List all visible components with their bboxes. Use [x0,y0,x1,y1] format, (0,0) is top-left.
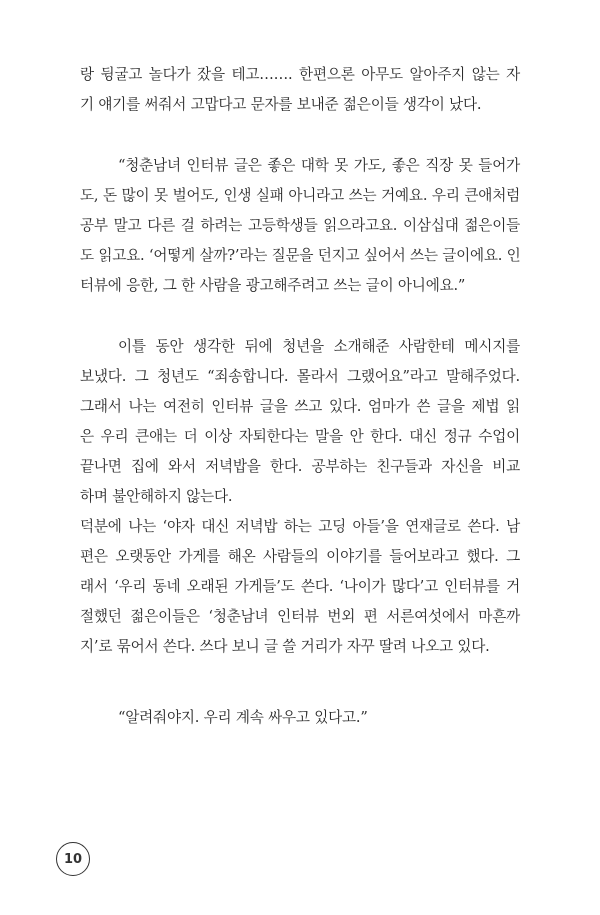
text-line: 지’로 묶어서 쓴다. 쓰다 보니 글 쓸 거리가 자꾸 딸려 나오고 있다. [80,638,490,655]
text-line: 래서 ‘우리 동네 오래된 가게들’도 쓴다. ‘나이가 많다’고 인터뷰를 거 [80,578,520,595]
text-line: 끝나면 집에 와서 저녁밥을 한다. 공부하는 친구들과 자신을 비교 [80,458,520,475]
text-line: 이틀 동안 생각한 뒤에 청년을 소개해준 사람한테 메시지를 [118,338,520,355]
text-line: “청춘남녀 인터뷰 글은 좋은 대학 못 가도, 좋은 직장 못 들어가 [118,157,520,174]
text-line: 보냈다. 그 청년도 “죄송합니다. 몰라서 그랬어요”라고 말해주었다. [80,368,520,385]
text-line: 절했던 젊은이들은 ‘청춘남녀 인터뷰 번외 편 서른여섯에서 마흔까 [80,608,520,625]
text-line: 은 우리 큰애는 더 이상 자퇴한다는 말을 안 한다. 대신 정규 수업이 [80,428,520,445]
text-line: 기 얘기를 써줘서 고맙다고 문자를 보내준 젊은이들 생각이 났다. [80,96,482,113]
text-line: 편은 오랫동안 가게를 해온 사람들의 이야기를 들어보라고 했다. 그 [80,548,520,565]
text-line: 도, 돈 많이 못 벌어도, 인생 실패 아니라고 쓰는 거예요. 우리 큰애처럼 [80,187,520,204]
text-line: 공부 말고 다른 걸 하려는 고등학생들 읽으라고요. 이삼십대 젊은이들 [80,217,520,234]
page-number: 10 [56,842,90,876]
text-line: 터뷰에 응한, 그 한 사람을 광고해주려고 쓰는 글이 아니에요.” [80,277,466,294]
text-line: 그래서 나는 여전히 인터뷰 글을 쓰고 있다. 엄마가 쓴 글을 제법 읽 [80,398,520,415]
text-line: 도 읽고요. ‘어떻게 살까?’라는 질문을 던지고 싶어서 쓰는 글이에요. 인 [80,247,521,264]
text-line: “알려줘야지. 우리 계속 싸우고 있다고.” [118,709,368,726]
text-line: 랑 뒹굴고 놀다가 잤을 테고……. 한편으론 아무도 알아주지 않는 자 [80,66,520,83]
text-line: 하며 불안해하지 않는다. [80,488,233,505]
text-line: 덕분에 나는 ‘야자 대신 저녁밥 하는 고딩 아들’을 연재글로 쓴다. 남 [80,518,520,535]
